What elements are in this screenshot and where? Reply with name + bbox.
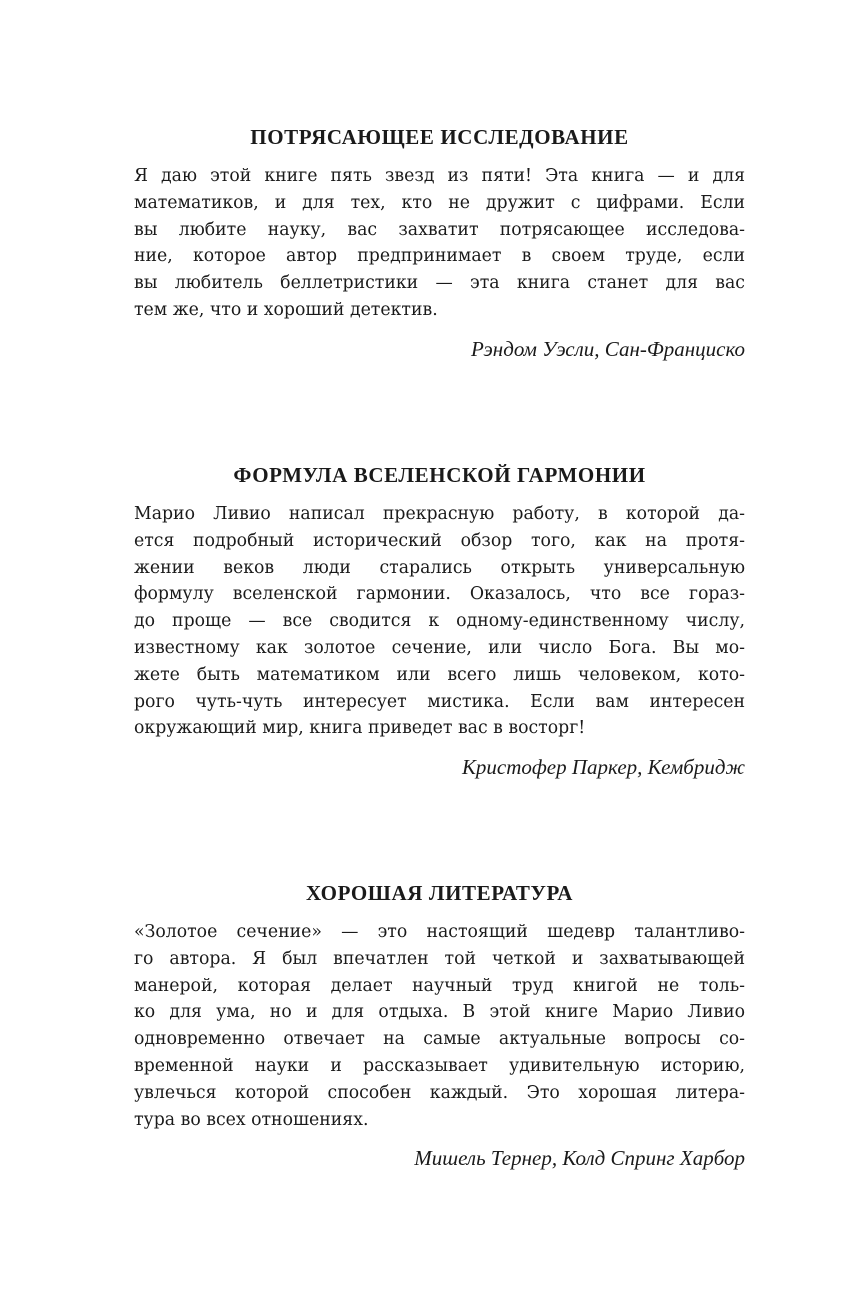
review-2 (134, 462, 745, 780)
review-line: Марио Ливио написал прекрасную работу, в которой да- (134, 504, 745, 524)
review-line: го автора. Я был впечатлен той четкой и захватывающей (134, 948, 745, 969)
review-line: манерой, которая делает научный труд книгой не толь- (134, 975, 745, 996)
review-line: известному как золотое сечение, или число Бога. Вы мо- (134, 637, 745, 658)
review-line: одновременно отвечает на самые актуальные вопросы со- (134, 1029, 745, 1050)
review-author: Мишель Тернер, Колд Спринг Харбор (414, 1146, 745, 1171)
review-line: до проще — все сводится к одному-единственному числу, (134, 611, 745, 632)
review-line: увлечься которой способен каждый. Это хорошая литера- (134, 1082, 745, 1103)
review-line: Я даю этой книге пять звезд из пяти! Эта книга — и для (134, 166, 745, 186)
review-line: рого чуть-чуть интересует мистика. Если вам интересен (134, 691, 745, 712)
review-line: вы любитель беллетристики — эта книга станет для вас (134, 273, 745, 294)
review-line: жении веков люди старались открыть универсальную (134, 557, 745, 578)
review-3 (134, 880, 745, 1171)
review-author: Кристофер Паркер, Кембридж (461, 755, 745, 780)
review-line: тем же, что и хороший детектив. (134, 299, 438, 320)
review-line: жете быть математиком или всего лишь человеком, кото- (134, 664, 745, 685)
review-line: тура во всех отношениях. (134, 1109, 369, 1130)
review-line: ется подробный исторический обзор того, как на протя- (134, 530, 745, 551)
review-author: Рэндом Уэсли, Сан-Франциско (471, 336, 745, 361)
review-title: ХОРОШАЯ ЛИТЕРАТУРА (305, 881, 574, 905)
review-title: ПОТРЯСАЮЩЕЕ ИССЛЕДОВАНИЕ (250, 125, 629, 149)
review-body (134, 163, 745, 324)
review-line: временной науки и рассказывает удивительную историю, (134, 1055, 745, 1076)
review-line: формулу вселенской гармонии. Оказалось, что все гораз- (134, 584, 745, 605)
review-line: «Золотое сечение» — это настоящий шедевр талантливо- (134, 922, 745, 942)
review-1 (134, 124, 745, 362)
review-body (134, 501, 745, 742)
review-line: математиков, и для тех, кто не дружит с цифрами. Если (134, 192, 745, 213)
review-line: вы любите науку, вас захватит потрясающее исследова- (134, 219, 745, 240)
review-line: окружающий мир, книга приведет вас в восторг! (134, 718, 586, 739)
review-title: ФОРМУЛА ВСЕЛЕНСКОЙ ГАРМОНИИ (233, 463, 646, 487)
review-body (134, 919, 745, 1133)
review-line: ние, которое автор предпринимает в своем труде, если (134, 246, 745, 267)
review-line: ко для ума, но и для отдыха. В этой книге Марио Ливио (134, 1002, 745, 1023)
